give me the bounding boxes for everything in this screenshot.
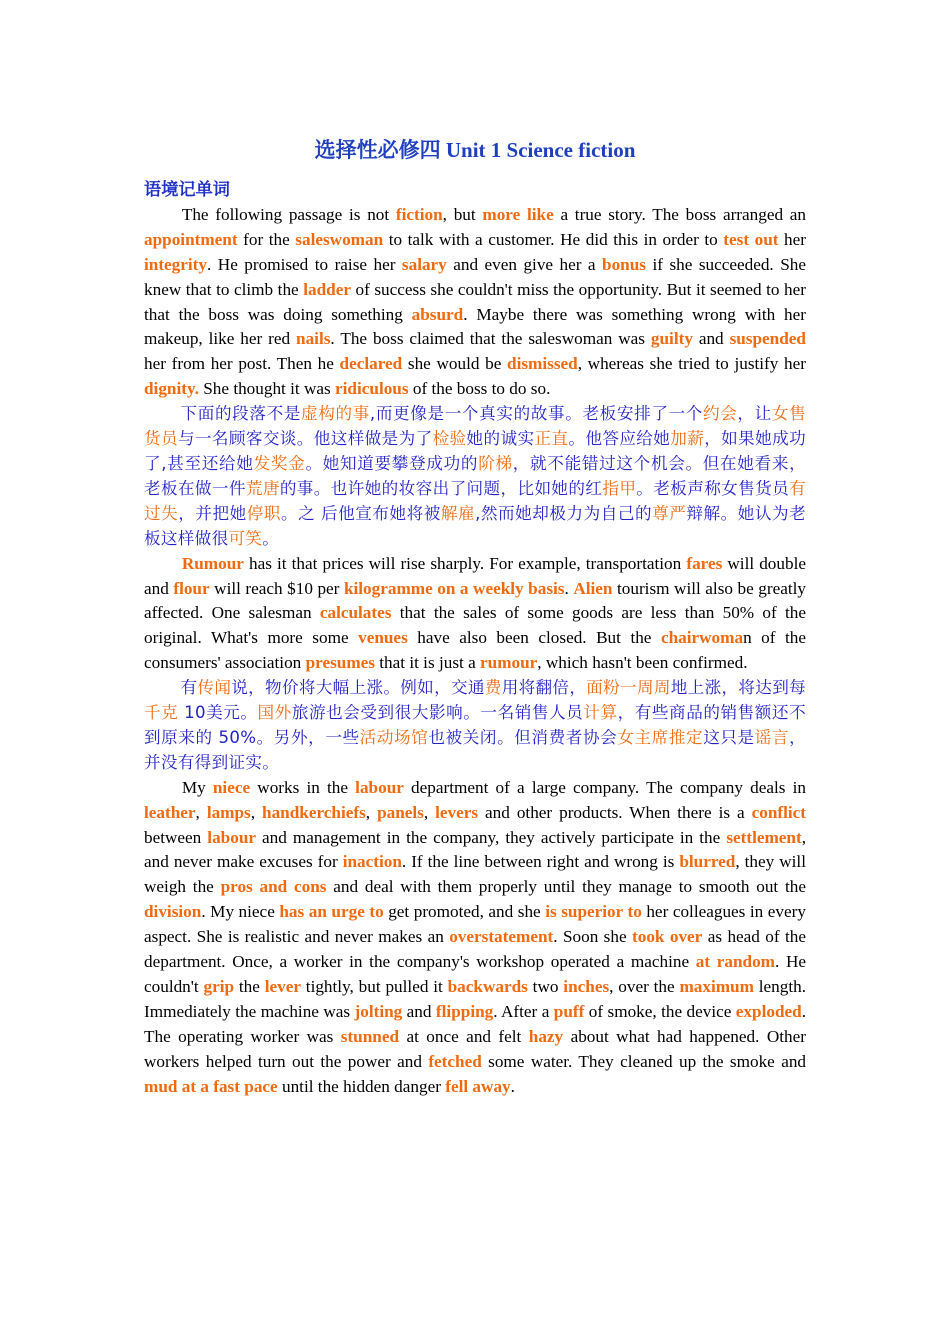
vocabulary-keyword: hazy [528, 1026, 564, 1046]
text-run: 。之 后他宣布她将被 [280, 503, 441, 523]
vocabulary-keyword: guilty [650, 329, 693, 349]
vocabulary-keyword: nails [296, 329, 331, 349]
vocabulary-keyword: salary [401, 254, 447, 274]
text-run: that the sales of some goods are less than 50% of the original. What's more some [144, 603, 807, 648]
text-run: . The boss claimed that the saleswoman was [330, 329, 651, 349]
vocabulary-keyword: is superior to [545, 902, 642, 922]
vocabulary-keyword: mud at a fast pace [144, 1076, 278, 1096]
vocabulary-keyword: calculates [319, 603, 392, 623]
text-run: if she succeeded. She knew that to climb the [144, 254, 806, 299]
vocabulary-keyword: overstatement [449, 927, 554, 947]
text-run: and management in the company, they actively participate in the [256, 827, 727, 847]
text-run: and other products. When there is a [478, 802, 752, 822]
text-run: 的事。也许她的妆容出了问题，比如她的红 [279, 478, 603, 498]
text-run: 。他答应给她 [568, 429, 671, 449]
text-run: , they will weigh the [144, 852, 806, 897]
text-run: , over the [609, 977, 680, 996]
vocabulary-keyword: levers [435, 802, 479, 822]
text-run: between [144, 827, 208, 847]
chinese-translation-paragraph [144, 676, 806, 776]
vocabulary-keyword: has an urge to [279, 902, 384, 922]
vocabulary-keyword: 荒唐 [245, 478, 280, 498]
vocabulary-keyword: 面粉一周周 [586, 678, 671, 698]
vocabulary-keyword: 传闻 [197, 678, 232, 698]
text-run: 。她知道要攀登成功的 [305, 453, 479, 473]
vocabulary-keyword: conflict [751, 802, 807, 822]
vocabulary-keyword: pros and cons [220, 877, 327, 897]
text-run: her from her post. Then he [144, 354, 340, 374]
vocabulary-keyword: handkerchiefs [262, 802, 366, 822]
vocabulary-keyword: 国外 [257, 703, 292, 723]
text-run: , which hasn't been confirmed. [537, 653, 748, 673]
vocabulary-keyword: lamps [206, 802, 251, 822]
text-run: until the hidden danger [277, 1076, 446, 1096]
text-run: two [527, 977, 564, 996]
vocabulary-keyword: leather [144, 802, 196, 822]
vocabulary-keyword: ridiculous [335, 379, 409, 399]
text-run: 。 [262, 528, 280, 548]
vocabulary-keyword: 活动场馆 [359, 727, 429, 747]
text-run: She thought it was [198, 379, 336, 399]
vocabulary-keyword: niece [212, 777, 251, 797]
text-run: and even give her a [446, 254, 603, 274]
vocabulary-keyword: ladder [303, 279, 351, 299]
chinese-translation-paragraph [144, 402, 806, 551]
vocabulary-keyword: lever [264, 977, 301, 996]
text-run: 辩解。她认为老板这样做很 [144, 503, 807, 548]
vocabulary-keyword: 阶梯 [478, 453, 513, 473]
vocabulary-keyword: declared [339, 354, 403, 374]
text-run: 下面的段落不是 [180, 404, 302, 424]
vocabulary-keyword: flipping [435, 1001, 494, 1021]
text-run: , [250, 802, 263, 822]
text-run: tourism will also be greatly affected. One salesman [144, 578, 806, 623]
vocabulary-keyword: 费 [484, 678, 502, 698]
vocabulary-keyword: labour [355, 777, 404, 797]
english-paragraph [144, 552, 806, 677]
vocabulary-keyword: chairwoma [660, 628, 744, 648]
text-run: . If the line between right and wrong is [401, 852, 680, 872]
text-run: 与一名顾客交谈。他这样做是为了 [177, 429, 433, 449]
vocabulary-keyword: 解雇 [440, 503, 476, 523]
text-run: ，并没有得到证实。 [144, 727, 806, 772]
vocabulary-keyword: 推定 [668, 727, 704, 747]
text-run: 有 [180, 678, 198, 698]
vocabulary-keyword: 停职 [246, 503, 281, 523]
text-run: for the [237, 229, 296, 249]
text-run: . My niece [201, 902, 280, 922]
text-run: 地上涨，将达到每 [670, 678, 806, 698]
vocabulary-keyword: labour [207, 827, 257, 847]
text-run: ，如果她成功了,甚至还给她 [144, 429, 806, 473]
text-run: . He promised to raise her [207, 254, 402, 274]
text-run: 用将翻倍， [501, 678, 587, 698]
text-run: ,而更像是一个真实的故事。老板安排了一个 [369, 404, 703, 424]
text-run: and [692, 329, 730, 349]
vocabulary-keyword: settlement [726, 827, 802, 847]
vocabulary-keyword: test out [723, 229, 779, 249]
vocabulary-keyword: took over [632, 927, 703, 947]
text-run: she would be [402, 354, 508, 374]
vocabulary-keyword: flour [173, 578, 210, 598]
text-run: . He couldn't [144, 952, 806, 996]
text-run: of smoke, the device [584, 1001, 736, 1021]
vocabulary-keyword: 尊严 [652, 503, 687, 523]
text-run: at once and felt [399, 1026, 529, 1046]
text-run: tightly, but pulled it [300, 977, 448, 996]
text-run: 。老板声称女售货员 [636, 478, 790, 498]
vocabulary-keyword: suspended [729, 329, 806, 349]
vocabulary-keyword: 发奖金 [253, 453, 306, 473]
text-run: works in the [250, 777, 356, 797]
text-run: ，就不能错过这个机会。但在她看来，老板在做一件 [144, 453, 807, 498]
document-page [144, 136, 806, 1100]
text-run: . The operating worker was [144, 1001, 806, 1046]
text-run: ，并把她 [178, 503, 247, 523]
text-run: department of a large company. The company deals in [403, 777, 806, 797]
text-run: . Soon she [553, 927, 632, 947]
vocabulary-keyword: 谣言 [754, 727, 790, 747]
text-run: ，有些商品的销售额还不到原来的 50%。另外，一些 [144, 703, 806, 747]
text-run: the [234, 977, 265, 996]
text-run: , [365, 802, 378, 822]
vocabulary-keyword: Alien [573, 578, 613, 598]
text-run: length. Immediately the machine was [144, 977, 807, 1021]
text-run: 这只是 [703, 727, 755, 747]
vocabulary-keyword: 女主席 [617, 727, 669, 747]
english-paragraph [144, 776, 806, 1100]
vocabulary-keyword: blurred [679, 852, 736, 872]
text-run: n of the consumers' association [144, 628, 806, 673]
vocabulary-keyword: integrity [144, 254, 208, 274]
page-title: 选择性必修四 Unit 1 Science fiction [314, 138, 636, 162]
vocabulary-keyword: rumour [480, 653, 538, 673]
text-run: of success she couldn't miss the opportunity. But it seemed to her that the boss was doing something [144, 279, 806, 324]
text-run: as head of the department. Once, a worker in the company's workshop operated a machine [144, 927, 806, 972]
vocabulary-keyword: kilogramme on a weekly basis [343, 578, 565, 598]
text-run: . After a [493, 1001, 554, 1021]
vocabulary-keyword: more like [482, 204, 554, 224]
section-heading: 语境记单词 [144, 180, 230, 199]
vocabulary-keyword: 千克 [144, 703, 179, 723]
text-run: 也被关闭。但消费者协会 [428, 727, 618, 747]
text-run: of the boss to do so. [408, 379, 551, 399]
vocabulary-keyword: exploded [735, 1001, 802, 1021]
text-run: 说，物价将大幅上涨。例如，交通 [231, 678, 485, 698]
vocabulary-keyword: maximum [679, 977, 754, 996]
text-run: to talk with a customer. He did this in order to [383, 229, 724, 249]
vocabulary-keyword: fetched [428, 1051, 482, 1071]
vocabulary-keyword: dignity. [144, 379, 199, 399]
vocabulary-keyword: fares [686, 553, 723, 573]
text-run: and deal with them properly until they manage to smooth out the [326, 877, 806, 897]
vocabulary-keyword: 检验 [432, 429, 467, 449]
vocabulary-keyword: inches [563, 977, 610, 996]
vocabulary-keyword: inaction [342, 852, 402, 872]
vocabulary-keyword: 可笑 [228, 528, 263, 548]
vocabulary-keyword: bonus [602, 254, 646, 274]
text-run: . [510, 1076, 515, 1096]
document-body [144, 203, 806, 1100]
text-run: get promoted, and she [383, 902, 546, 922]
text-run: , but [442, 204, 483, 224]
vocabulary-keyword: venues [358, 628, 408, 648]
vocabulary-keyword: backwards [447, 977, 528, 996]
vocabulary-keyword: presumes [305, 653, 375, 673]
vocabulary-keyword: fell away [445, 1076, 511, 1096]
vocabulary-keyword: stunned [340, 1026, 400, 1046]
text-run: My [181, 777, 213, 797]
text-run: , [423, 802, 436, 822]
text-run: a true story. The boss arranged an [553, 204, 807, 224]
text-run: have also been closed. But the [407, 628, 661, 648]
text-run: her colleagues in every aspect. She is realistic and never makes an [144, 902, 806, 947]
text-run: , [195, 802, 207, 822]
text-run: will double and [144, 553, 806, 598]
vocabulary-keyword: 有过失 [144, 478, 806, 523]
text-run: 她的诚实 [466, 429, 535, 449]
vocabulary-keyword: Rumour [181, 553, 244, 573]
text-run: 10美元。 [178, 703, 258, 723]
vocabulary-keyword: 计算 [583, 703, 618, 723]
vocabulary-keyword: 虚构的事 [301, 404, 370, 424]
text-run: ，让 [737, 404, 772, 424]
vocabulary-keyword: puff [553, 1001, 585, 1021]
vocabulary-keyword: dismissed [507, 354, 578, 374]
vocabulary-keyword: 约会 [702, 404, 738, 424]
vocabulary-keyword: 女售货员 [144, 404, 806, 449]
vocabulary-keyword: panels [377, 802, 424, 822]
vocabulary-keyword: grip [203, 977, 235, 996]
text-run: 旅游也会受到很大影响。一名销售人员 [291, 703, 584, 723]
text-run: will reach $10 per [209, 578, 344, 598]
text-run: and [402, 1001, 436, 1021]
text-run: , and never make excuses for [144, 827, 807, 872]
text-run: about what had happened. Other workers helped turn out the power and [144, 1026, 806, 1071]
vocabulary-keyword: absurd [411, 304, 464, 324]
text-run: . Maybe there was something wrong with her makeup, like her red [144, 304, 807, 349]
vocabulary-keyword: 正直 [534, 429, 569, 449]
text-run: has it that prices will rise sharply. For example, transportation [243, 553, 687, 573]
text-run: her [778, 229, 806, 249]
vocabulary-keyword: 加薪 [670, 429, 705, 449]
text-run: The following passage is not [181, 204, 396, 224]
vocabulary-keyword: fiction [395, 204, 443, 224]
text-run: ,然而她却极力为自己的 [475, 503, 653, 523]
english-paragraph [144, 203, 806, 402]
text-run: . [564, 578, 574, 598]
text-run: , whereas she tried to justify her [577, 354, 806, 374]
vocabulary-keyword: division [144, 902, 202, 922]
vocabulary-keyword: appointment [144, 229, 238, 249]
vocabulary-keyword: at random [695, 952, 775, 972]
vocabulary-keyword: 指甲 [602, 478, 637, 498]
vocabulary-keyword: jolting [354, 1001, 403, 1021]
text-run: some water. They cleaned up the smoke and [481, 1051, 807, 1071]
vocabulary-keyword: saleswoman [295, 229, 384, 249]
text-run: that it is just a [374, 653, 480, 673]
